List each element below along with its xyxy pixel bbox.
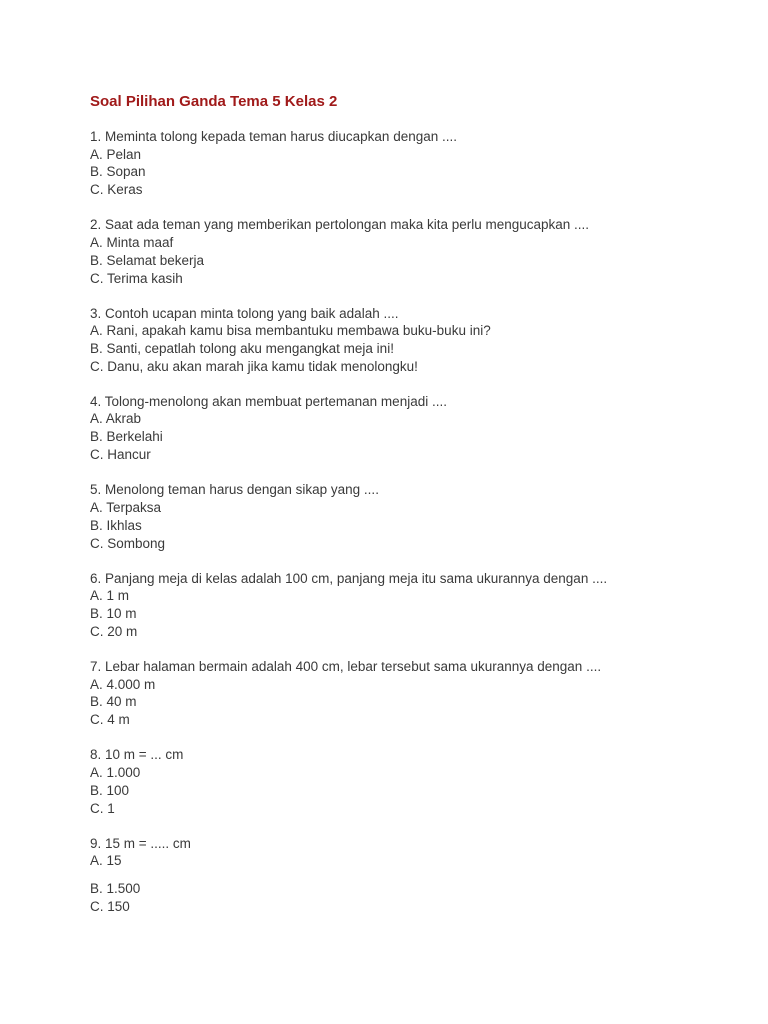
question-7-option-a: A. 4.000 m bbox=[90, 677, 156, 692]
question-4-option-a: A. Akrab bbox=[90, 411, 142, 426]
question-3-option-b: B. Santi, cepatlah tolong aku mengangkat meja ini! bbox=[90, 341, 394, 356]
question-5-option-c: C. Sombong bbox=[90, 536, 166, 551]
document-title: Soal Pilihan Ganda Tema 5 Kelas 2 bbox=[90, 93, 338, 110]
question-3-option-a: A. Rani, apakah kamu bisa membantuku membawa buku-buku ini? bbox=[90, 323, 491, 338]
question-9-option-b: B. 1.500 bbox=[90, 881, 141, 896]
question-6-text: 6. Panjang meja di kelas adalah 100 cm, panjang meja itu sama ukurannya dengan .... bbox=[90, 571, 608, 586]
question-3-text: 3. Contoh ucapan minta tolong yang baik adalah .... bbox=[90, 306, 399, 321]
question-8-text: 8. 10 m = ... cm bbox=[90, 747, 184, 762]
question-2-option-c: C. Terima kasih bbox=[90, 271, 183, 286]
question-8-option-a: A. 1.000 bbox=[90, 765, 141, 780]
question-5-option-b: B. Ikhlas bbox=[90, 518, 142, 533]
question-5-text: 5. Menolong teman harus dengan sikap yang .... bbox=[90, 482, 379, 497]
question-3-option-c: C. Danu, aku akan marah jika kamu tidak menolongku! bbox=[90, 359, 418, 374]
question-8-option-c: C. 1 bbox=[90, 801, 115, 816]
question-4-option-c: C. Hancur bbox=[90, 447, 151, 462]
question-2-text: 2. Saat ada teman yang memberikan pertolongan maka kita perlu mengucapkan .... bbox=[90, 217, 590, 232]
question-6-option-b: B. 10 m bbox=[90, 606, 137, 621]
question-9-option-a: A. 15 bbox=[90, 853, 122, 868]
question-9-option-c: C. 150 bbox=[90, 899, 130, 914]
question-6-option-c: C. 20 m bbox=[90, 624, 138, 639]
question-7-option-b: B. 40 m bbox=[90, 694, 137, 709]
question-4-option-b: B. Berkelahi bbox=[90, 429, 163, 444]
question-9-text: 9. 15 m = ..... cm bbox=[90, 836, 191, 851]
question-4-text: 4. Tolong-menolong akan membuat pertemanan menjadi .... bbox=[90, 394, 447, 409]
question-1-option-c: C. Keras bbox=[90, 182, 143, 197]
question-1-option-b: B. Sopan bbox=[90, 164, 146, 179]
question-6-option-a: A. 1 m bbox=[90, 588, 130, 603]
question-1-text: 1. Meminta tolong kepada teman harus diucapkan dengan .... bbox=[90, 129, 457, 144]
question-5-option-a: A. Terpaksa bbox=[90, 500, 162, 515]
question-7-text: 7. Lebar halaman bermain adalah 400 cm, lebar tersebut sama ukurannya dengan .... bbox=[90, 659, 602, 674]
question-1-option-a: A. Pelan bbox=[90, 147, 142, 162]
question-2-option-b: B. Selamat bekerja bbox=[90, 253, 205, 268]
question-7-option-c: C. 4 m bbox=[90, 712, 130, 727]
question-8-option-b: B. 100 bbox=[90, 783, 130, 798]
question-2-option-a: A. Minta maaf bbox=[90, 235, 174, 250]
